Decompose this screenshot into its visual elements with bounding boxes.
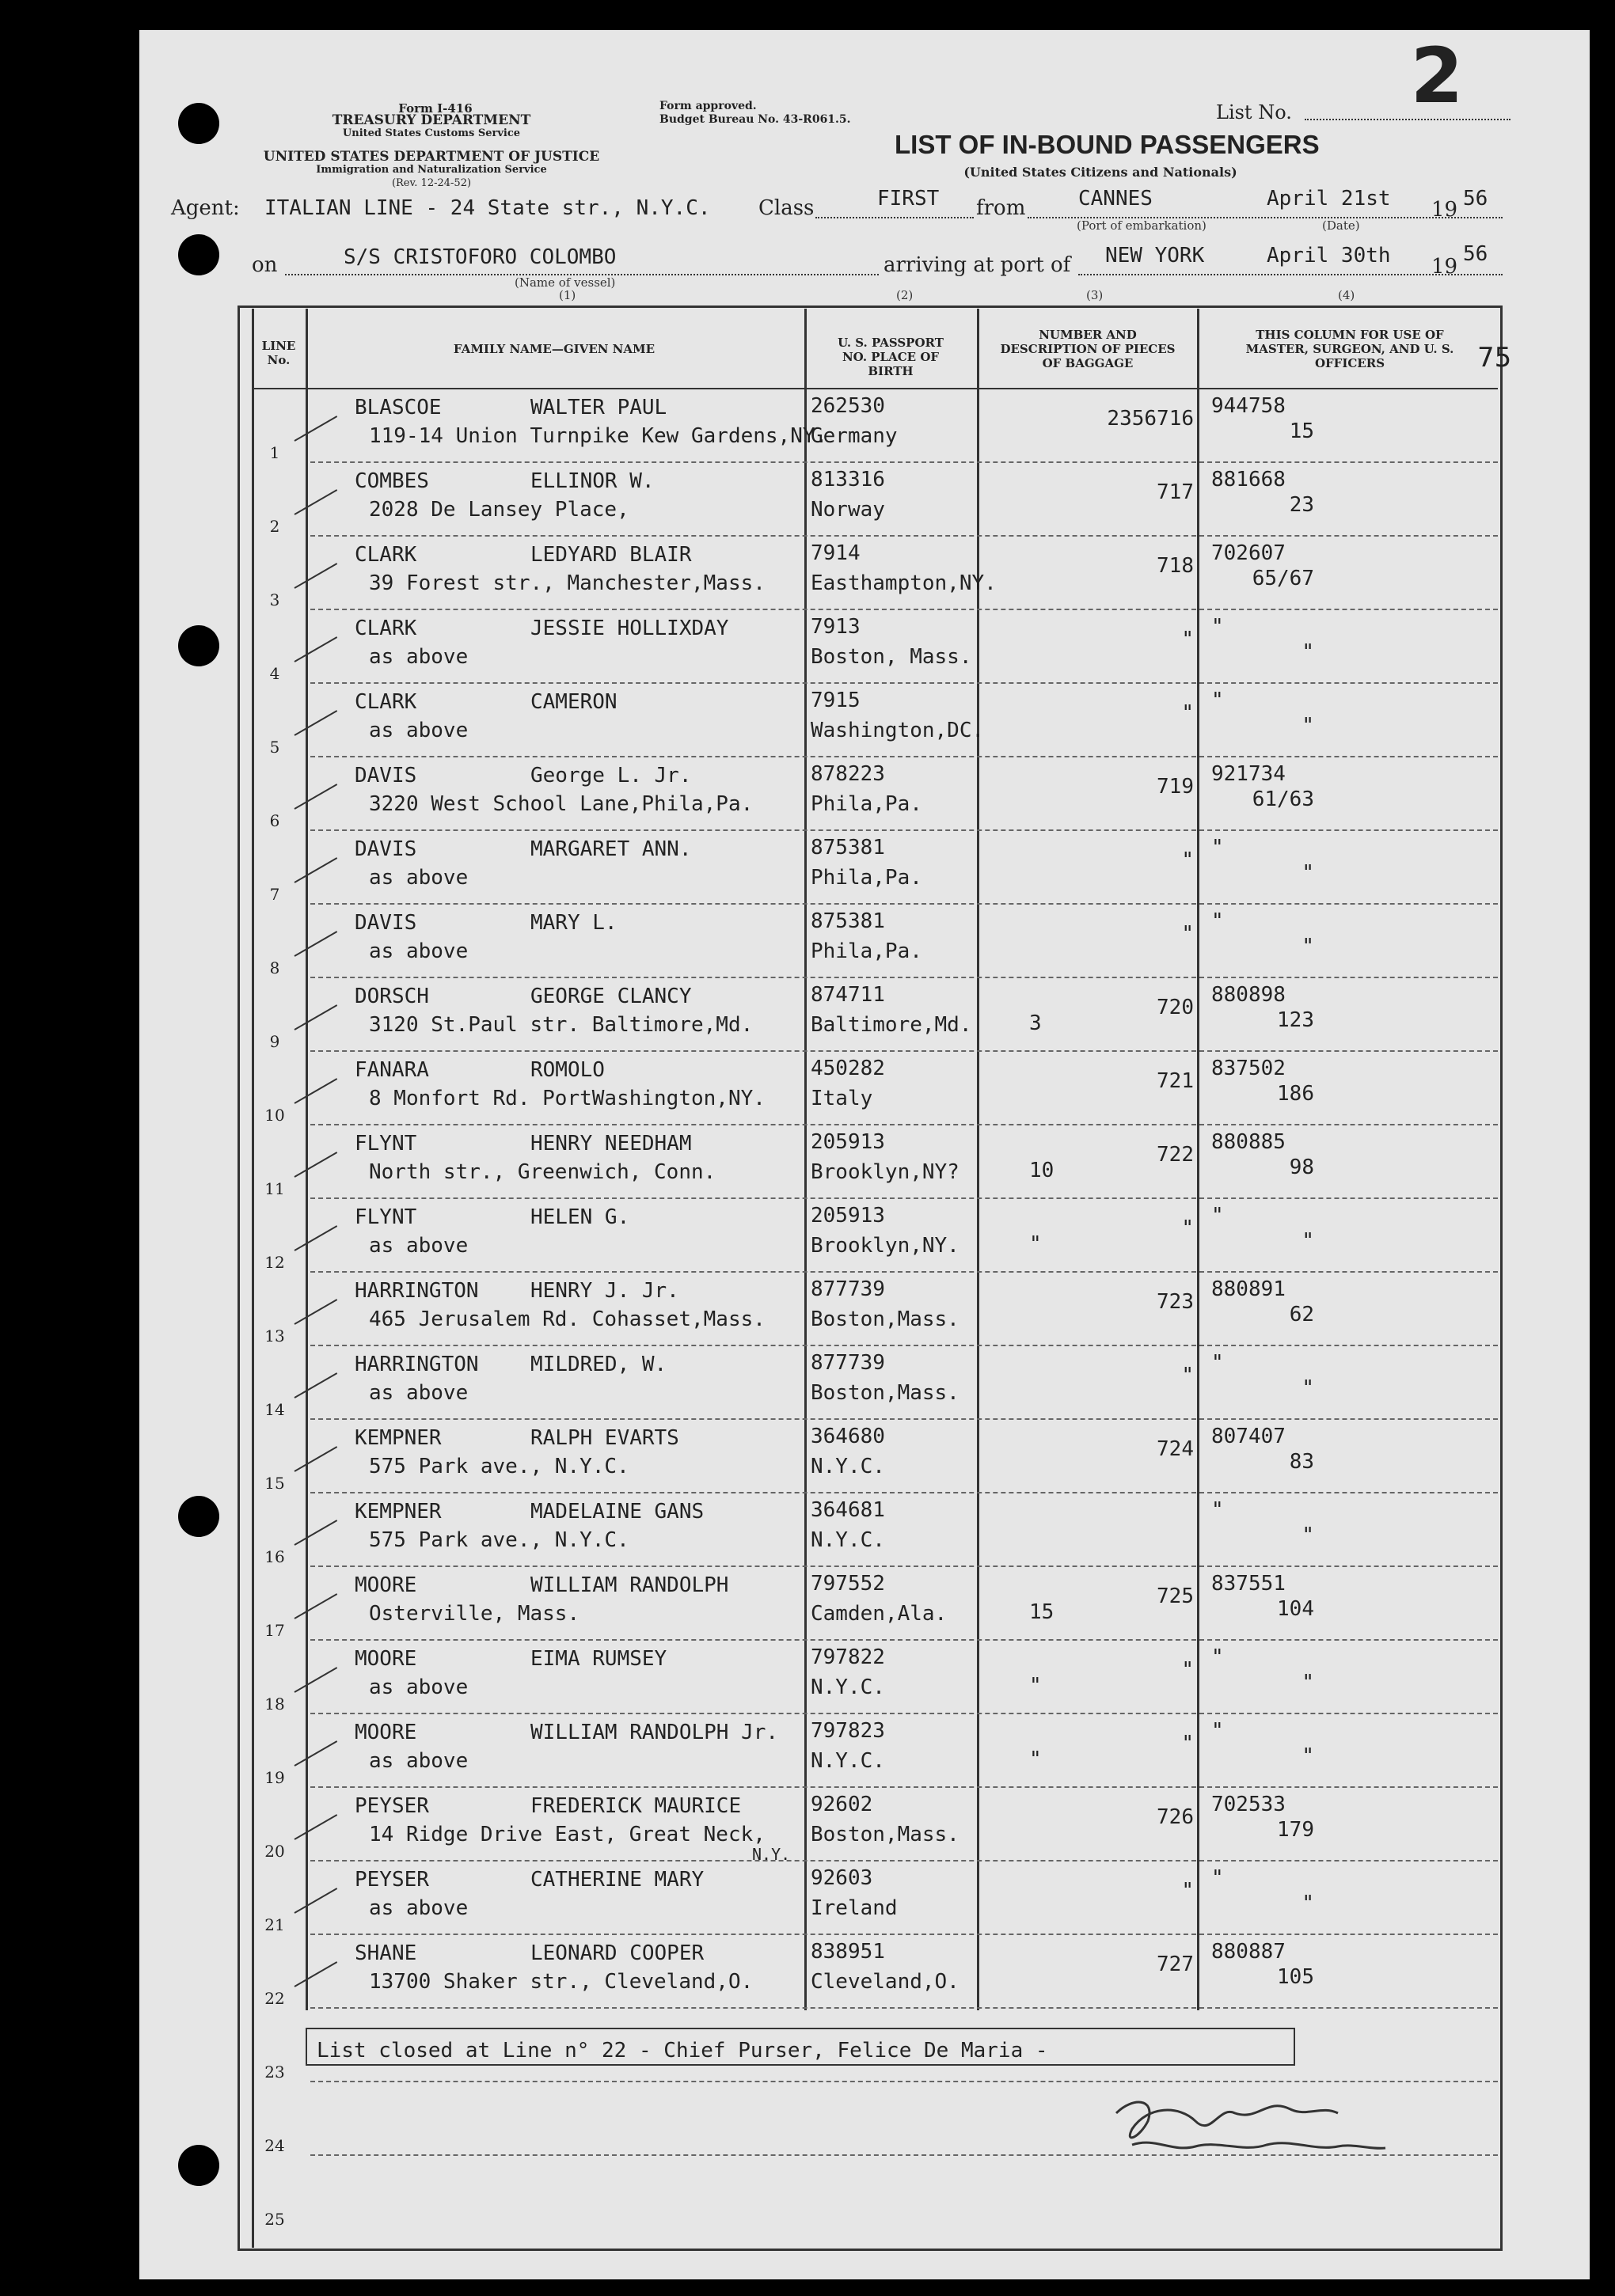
caption-4: (4) [1338, 288, 1355, 302]
line-number: 17 [264, 1621, 285, 1640]
caption-3: (3) [1086, 288, 1104, 302]
baggage-tag: 719 [1157, 775, 1194, 799]
line-number: 21 [264, 1915, 285, 1934]
baggage-count: 10 [1029, 1159, 1054, 1182]
address: 3120 St.Paul str. Baltimore,Md. [369, 1013, 754, 1037]
address: as above [369, 1749, 469, 1773]
officer-entry-2: 104 [1277, 1597, 1314, 1621]
officer-entry-1: " [1211, 689, 1224, 712]
officer-entry-1: 807407 [1211, 1425, 1286, 1448]
officer-entry-2: " [1302, 1744, 1314, 1768]
baggage-tag: " [1181, 628, 1194, 651]
family-name: MOORE [355, 1573, 417, 1597]
address: as above [369, 866, 469, 890]
line-number: 11 [264, 1179, 285, 1198]
line-number: 6 [269, 811, 280, 830]
address: 575 Park ave., N.Y.C. [369, 1455, 629, 1478]
line-number: 23 [264, 2063, 285, 2082]
place-of-birth: Baltimore,Md. [811, 1013, 972, 1037]
passport-number: 797552 [811, 1572, 885, 1596]
given-name: ELLINOR W. [530, 469, 655, 493]
punch-hole [178, 234, 219, 275]
given-name: WILLIAM RANDOLPH [530, 1573, 729, 1597]
place-of-birth: Boston,Mass. [811, 1307, 960, 1331]
officer-entry-1: 944758 [1211, 394, 1286, 418]
baggage-tag: " [1181, 1216, 1194, 1240]
address: North str., Greenwich, Conn. [369, 1160, 716, 1184]
address: 119-14 Union Turnpike Kew Gardens,NY. [369, 424, 828, 448]
row-separator [310, 903, 1498, 905]
given-name: HENRY J. Jr. [530, 1279, 679, 1303]
agent-value: ITALIAN LINE - 24 State str., N.Y.C. [264, 196, 711, 220]
line-number: 2 [269, 517, 280, 536]
family-name: DAVIS [355, 911, 417, 935]
caption-1: (1) [559, 288, 576, 302]
form-approved: Form approved. [659, 100, 757, 112]
embark-date: April 21st [1267, 187, 1391, 211]
address: 14 Ridge Drive East, Great Neck, [369, 1823, 766, 1846]
baggage-count: " [1029, 1674, 1042, 1698]
given-name: GEORGE CLANCY [530, 985, 692, 1008]
row-separator [310, 1197, 1498, 1199]
baggage-tag: " [1181, 1364, 1194, 1387]
closing-note: List closed at Line n° 22 - Chief Purser, Felice De Maria - [317, 2039, 1048, 2063]
row-separator [310, 1418, 1498, 1420]
department-treasury: TREASURY DEPARTMENT [332, 112, 531, 128]
family-name: HARRINGTON [355, 1279, 479, 1303]
place-of-birth: N.Y.C. [811, 1528, 885, 1552]
baggage-tag: " [1181, 1732, 1194, 1755]
baggage-tag: 727 [1157, 1953, 1194, 1976]
family-name: PEYSER [355, 1868, 429, 1892]
arriving-label: arriving at port of [884, 253, 1071, 277]
baggage-tag: 725 [1157, 1584, 1194, 1608]
baggage-tag: " [1181, 701, 1194, 725]
officer-entry-1: 702533 [1211, 1793, 1286, 1816]
passport-number: 7915 [811, 689, 861, 712]
class-line [815, 217, 974, 218]
officer-entry-1: " [1211, 1866, 1224, 1890]
line-number: 12 [264, 1253, 285, 1272]
row-separator [310, 1345, 1498, 1346]
officer-entry-1: 702607 [1211, 541, 1286, 565]
passport-number: 92602 [811, 1793, 873, 1816]
row-separator [310, 1934, 1498, 1935]
given-name: MADELAINE GANS [530, 1500, 705, 1524]
officer-entry-2: " [1302, 640, 1314, 664]
family-name: FLYNT [355, 1205, 417, 1229]
passport-number: 877739 [811, 1277, 885, 1301]
place-of-birth: Brooklyn,NY. [811, 1234, 960, 1258]
line-number: 9 [269, 1032, 280, 1051]
address: as above [369, 719, 469, 742]
address: as above [369, 645, 469, 669]
given-name: RALPH EVARTS [530, 1426, 679, 1450]
count-note: 75 [1477, 342, 1512, 374]
year-prefix-2: 19 [1431, 255, 1458, 279]
embark-caption: (Port of embarkation) [1077, 218, 1206, 233]
header-bottom-rule [252, 388, 1498, 389]
year-prefix: 19 [1431, 198, 1458, 222]
line-number: 24 [264, 2136, 285, 2155]
given-name: MILDRED, W. [530, 1353, 667, 1376]
passport-number: 874711 [811, 983, 885, 1007]
family-name: KEMPNER [355, 1426, 442, 1450]
passport-number: 797823 [811, 1719, 885, 1743]
officer-entry-2: " [1302, 935, 1314, 958]
family-name: DAVIS [355, 764, 417, 787]
place-of-birth: Boston,Mass. [811, 1381, 960, 1405]
col-header-line: LINE No. [261, 339, 296, 367]
line-number: 22 [264, 1989, 285, 2008]
row-separator [310, 1860, 1498, 1861]
passport-number: 92603 [811, 1866, 873, 1890]
row-separator [310, 1639, 1498, 1641]
address: as above [369, 1381, 469, 1405]
row-separator [310, 461, 1498, 463]
row-separator [310, 2007, 1498, 2009]
passport-number: 878223 [811, 762, 885, 786]
given-name: CATHERINE MARY [530, 1868, 705, 1892]
officer-entry-1: " [1211, 615, 1224, 639]
line-number: 13 [264, 1326, 285, 1345]
line-number: 16 [264, 1547, 285, 1566]
officer-entry-2: 62 [1289, 1303, 1314, 1326]
vessel-caption: (Name of vessel) [515, 275, 616, 290]
vessel-name: S/S CRISTOFORO COLOMBO [344, 245, 617, 269]
given-name: MARGARET ANN. [530, 837, 692, 861]
baggage-tag: 721 [1157, 1069, 1194, 1093]
baggage-tag: " [1181, 1879, 1194, 1903]
officer-entry-1: " [1211, 1719, 1224, 1743]
address: as above [369, 939, 469, 963]
row-separator [310, 756, 1498, 757]
baggage-tag: 718 [1157, 554, 1194, 578]
class-label: Class [758, 196, 815, 220]
given-name: LEONARD COOPER [530, 1941, 705, 1965]
passport-number: 838951 [811, 1940, 885, 1964]
officer-entry-1: " [1211, 1204, 1224, 1228]
family-name: CLARK [355, 690, 417, 714]
place-of-birth: Easthampton,NY. [811, 571, 997, 595]
officer-entry-2: " [1302, 1671, 1314, 1694]
baggage-tag: 724 [1157, 1437, 1194, 1461]
address: as above [369, 1676, 469, 1699]
officer-entry-2: 61/63 [1252, 787, 1314, 811]
family-name: MOORE [355, 1721, 417, 1744]
place-of-birth: N.Y.C. [811, 1455, 885, 1478]
agent-label: Agent: [171, 196, 240, 220]
officer-entry-2: " [1302, 1229, 1314, 1253]
place-of-birth: Germany [811, 424, 898, 448]
col-divider-baggage [977, 309, 979, 2010]
line-number: 4 [269, 664, 280, 683]
place-of-birth: Boston, Mass. [811, 645, 972, 669]
given-name: ROMOLO [530, 1058, 605, 1082]
line-number: 18 [264, 1694, 285, 1713]
department-justice-sub: Immigration and Naturalization Service [316, 164, 547, 176]
place-of-birth: Italy [811, 1087, 873, 1110]
officer-entry-2: " [1302, 1892, 1314, 1915]
baggage-tag: " [1181, 1658, 1194, 1682]
row-separator [310, 1050, 1498, 1052]
arrival-port: NEW YORK [1105, 244, 1205, 268]
officer-entry-1: 921734 [1211, 762, 1286, 786]
passport-number: 813316 [811, 468, 885, 491]
address: 465 Jerusalem Rd. Cohasset,Mass. [369, 1307, 766, 1331]
officer-entry-2: 98 [1289, 1156, 1314, 1179]
given-name: CAMERON [530, 690, 618, 714]
line-number: 8 [269, 958, 280, 977]
col-header-name: FAMILY NAME—GIVEN NAME [453, 342, 656, 356]
given-name: HELEN G. [530, 1205, 630, 1229]
col-header-passport: U. S. PASSPORT NO. PLACE OF BIRTH [838, 336, 944, 378]
address: 575 Park ave., N.Y.C. [369, 1528, 629, 1552]
passport-number: 364680 [811, 1425, 885, 1448]
passport-number: 7914 [811, 541, 861, 565]
address: as above [369, 1234, 469, 1258]
officer-entry-2: 105 [1277, 1965, 1314, 1989]
given-name: George L. Jr. [530, 764, 692, 787]
row-separator [310, 1786, 1498, 1788]
col-header-baggage: NUMBER AND DESCRIPTION OF PIECES OF BAGGAGE [1000, 328, 1176, 370]
officer-entry-2: 65/67 [1252, 567, 1314, 590]
baggage-tag: 723 [1157, 1290, 1194, 1314]
address: 3220 West School Lane,Phila,Pa. [369, 792, 754, 816]
family-name: FLYNT [355, 1132, 417, 1156]
row-separator [310, 1124, 1498, 1125]
place-of-birth: Washington,DC. [811, 719, 985, 742]
passport-number: 877739 [811, 1351, 885, 1375]
row-separator [310, 1271, 1498, 1273]
form-number: Form I-416 [398, 101, 473, 116]
passport-number: 875381 [811, 836, 885, 860]
punch-hole [178, 103, 219, 144]
baggage-tag: " [1181, 848, 1194, 872]
baggage-tag: 722 [1157, 1143, 1194, 1167]
baggage-tag: 717 [1157, 480, 1194, 504]
given-name: MARY L. [530, 911, 618, 935]
document-title: LIST OF IN-BOUND PASSENGERS [895, 130, 1320, 159]
officer-entry-2: 15 [1289, 419, 1314, 443]
family-name: CLARK [355, 543, 417, 567]
family-name: DORSCH [355, 985, 429, 1008]
given-name: HENRY NEEDHAM [530, 1132, 692, 1156]
class-value: FIRST [877, 187, 940, 211]
from-label: from [976, 196, 1026, 220]
date-caption: (Date) [1322, 218, 1360, 233]
col-header-officers: THIS COLUMN FOR USE OF MASTER, SURGEON, AND U. S. OFFICERS [1245, 328, 1454, 370]
officer-entry-1: 880885 [1211, 1130, 1286, 1154]
family-name: COMBES [355, 469, 429, 493]
passport-number: 205913 [811, 1130, 885, 1154]
officer-entry-1: 837502 [1211, 1057, 1286, 1080]
baggage-count: 15 [1029, 1600, 1054, 1624]
punch-hole [178, 625, 219, 666]
baggage-count: " [1029, 1748, 1042, 1771]
punch-hole [178, 1496, 219, 1537]
list-number: 2 [1410, 32, 1464, 120]
address: 8 Monfort Rd. PortWashington,NY. [369, 1087, 766, 1110]
officer-entry-2: 83 [1289, 1450, 1314, 1474]
officer-entry-2: 186 [1277, 1082, 1314, 1106]
passport-number: 797822 [811, 1645, 885, 1669]
place-of-birth: Camden,Ala. [811, 1602, 948, 1626]
officer-entry-1: " [1211, 1351, 1224, 1375]
row-separator [310, 977, 1498, 978]
address: Osterville, Mass. [369, 1602, 580, 1626]
address: 2028 De Lansey Place, [369, 498, 629, 522]
given-name: LEDYARD BLAIR [530, 543, 692, 567]
given-name: JESSIE HOLLIXDAY [530, 617, 729, 640]
row-separator [310, 535, 1498, 537]
line-number: 1 [269, 443, 280, 462]
officer-entry-1: " [1211, 909, 1224, 933]
place-of-birth: Phila,Pa. [811, 866, 922, 890]
place-of-birth: Brooklyn,NY? [811, 1160, 960, 1184]
passport-number: 364681 [811, 1498, 885, 1522]
line-number: 10 [264, 1106, 285, 1125]
line-number: 3 [269, 590, 280, 609]
line-number: 19 [264, 1768, 285, 1787]
family-name: PEYSER [355, 1794, 429, 1818]
family-name: DAVIS [355, 837, 417, 861]
officer-entry-2: 123 [1277, 1008, 1314, 1032]
officer-entry-2: 179 [1277, 1818, 1314, 1842]
officer-entry-2: 23 [1289, 493, 1314, 517]
year-embark: 56 [1463, 187, 1488, 211]
row-separator [310, 682, 1498, 684]
family-name: SHANE [355, 1941, 417, 1965]
row-separator [310, 1713, 1498, 1714]
place-of-birth: Ireland [811, 1896, 898, 1920]
given-name: FREDERICK MAURICE [530, 1794, 742, 1818]
line-number: 14 [264, 1400, 285, 1419]
punch-hole [178, 2145, 219, 2186]
baggage-count: " [1029, 1232, 1042, 1256]
family-name: FANARA [355, 1058, 429, 1082]
col-divider-officers [1197, 309, 1199, 2010]
baggage-tag: 2356716 [1107, 407, 1194, 431]
place-of-birth: N.Y.C. [811, 1676, 885, 1699]
family-name: CLARK [355, 617, 417, 640]
family-name: MOORE [355, 1647, 417, 1671]
baggage-tag: 726 [1157, 1805, 1194, 1829]
col-divider-line [252, 309, 254, 2248]
given-name: EIMA RUMSEY [530, 1647, 667, 1671]
officer-entry-2: " [1302, 1376, 1314, 1400]
budget-bureau: Budget Bureau No. 43-R061.5. [659, 113, 851, 126]
col-divider-name [306, 309, 308, 2010]
line-number: 15 [264, 1474, 285, 1493]
department-justice: UNITED STATES DEPARTMENT OF JUSTICE [263, 149, 600, 165]
officer-entry-1: 880887 [1211, 1940, 1286, 1964]
place-of-birth: N.Y.C. [811, 1749, 885, 1773]
department-treasury-sub: United States Customs Service [342, 127, 521, 139]
line-number: 25 [264, 2210, 285, 2229]
officer-entry-1: 837551 [1211, 1572, 1286, 1596]
row-separator [310, 829, 1498, 831]
officer-entry-1: 880898 [1211, 983, 1286, 1007]
passport-number: 262530 [811, 394, 885, 418]
row-separator [310, 1492, 1498, 1493]
list-no-label: List No. [1216, 101, 1292, 123]
given-name: WALTER PAUL [530, 396, 667, 419]
row-separator [310, 609, 1498, 610]
officer-entry-1: 880891 [1211, 1277, 1286, 1301]
officer-entry-1: " [1211, 836, 1224, 860]
family-name: HARRINGTON [355, 1353, 479, 1376]
passport-number: 205913 [811, 1204, 885, 1228]
officer-entry-1: " [1211, 1645, 1224, 1669]
passport-number: 7913 [811, 615, 861, 639]
place-of-birth: Cleveland,O. [811, 1970, 960, 1994]
address: 39 Forest str., Manchester,Mass. [369, 571, 766, 595]
officer-entry-2: " [1302, 861, 1314, 885]
place-of-birth: Phila,Pa. [811, 792, 922, 816]
baggage-count: 3 [1029, 1011, 1042, 1035]
year-arrival: 56 [1463, 242, 1488, 266]
address-continued: N.Y. [752, 1845, 791, 1864]
caption-2: (2) [896, 288, 914, 302]
officer-entry-2: " [1302, 714, 1314, 738]
baggage-tag: 720 [1157, 996, 1194, 1019]
row-separator [310, 1565, 1498, 1567]
revision: (Rev. 12-24-52) [391, 177, 472, 189]
officer-entry-1: " [1211, 1498, 1224, 1522]
arrival-date: April 30th [1267, 244, 1391, 268]
document-subtitle: (United States Citizens and Nationals) [963, 165, 1237, 180]
family-name: KEMPNER [355, 1500, 442, 1524]
embark-port: CANNES [1078, 187, 1153, 211]
address: as above [369, 1896, 469, 1920]
place-of-birth: Norway [811, 498, 885, 522]
line-number: 20 [264, 1842, 285, 1861]
passport-number: 450282 [811, 1057, 885, 1080]
line-number: 5 [269, 738, 280, 757]
col-divider-passport [804, 309, 807, 2010]
on-label: on [252, 253, 278, 277]
address: 13700 Shaker str., Cleveland,O. [369, 1970, 754, 1994]
officer-entry-1: 881668 [1211, 468, 1286, 491]
family-name: BLASCOE [355, 396, 442, 419]
passport-number: 875381 [811, 909, 885, 933]
line-number: 7 [269, 885, 280, 904]
given-name: WILLIAM RANDOLPH Jr. [530, 1721, 779, 1744]
officer-entry-2: " [1302, 1524, 1314, 1547]
baggage-tag: " [1181, 922, 1194, 946]
purser-signature [1100, 2074, 1401, 2176]
place-of-birth: Phila,Pa. [811, 939, 922, 963]
place-of-birth: Boston,Mass. [811, 1823, 960, 1846]
